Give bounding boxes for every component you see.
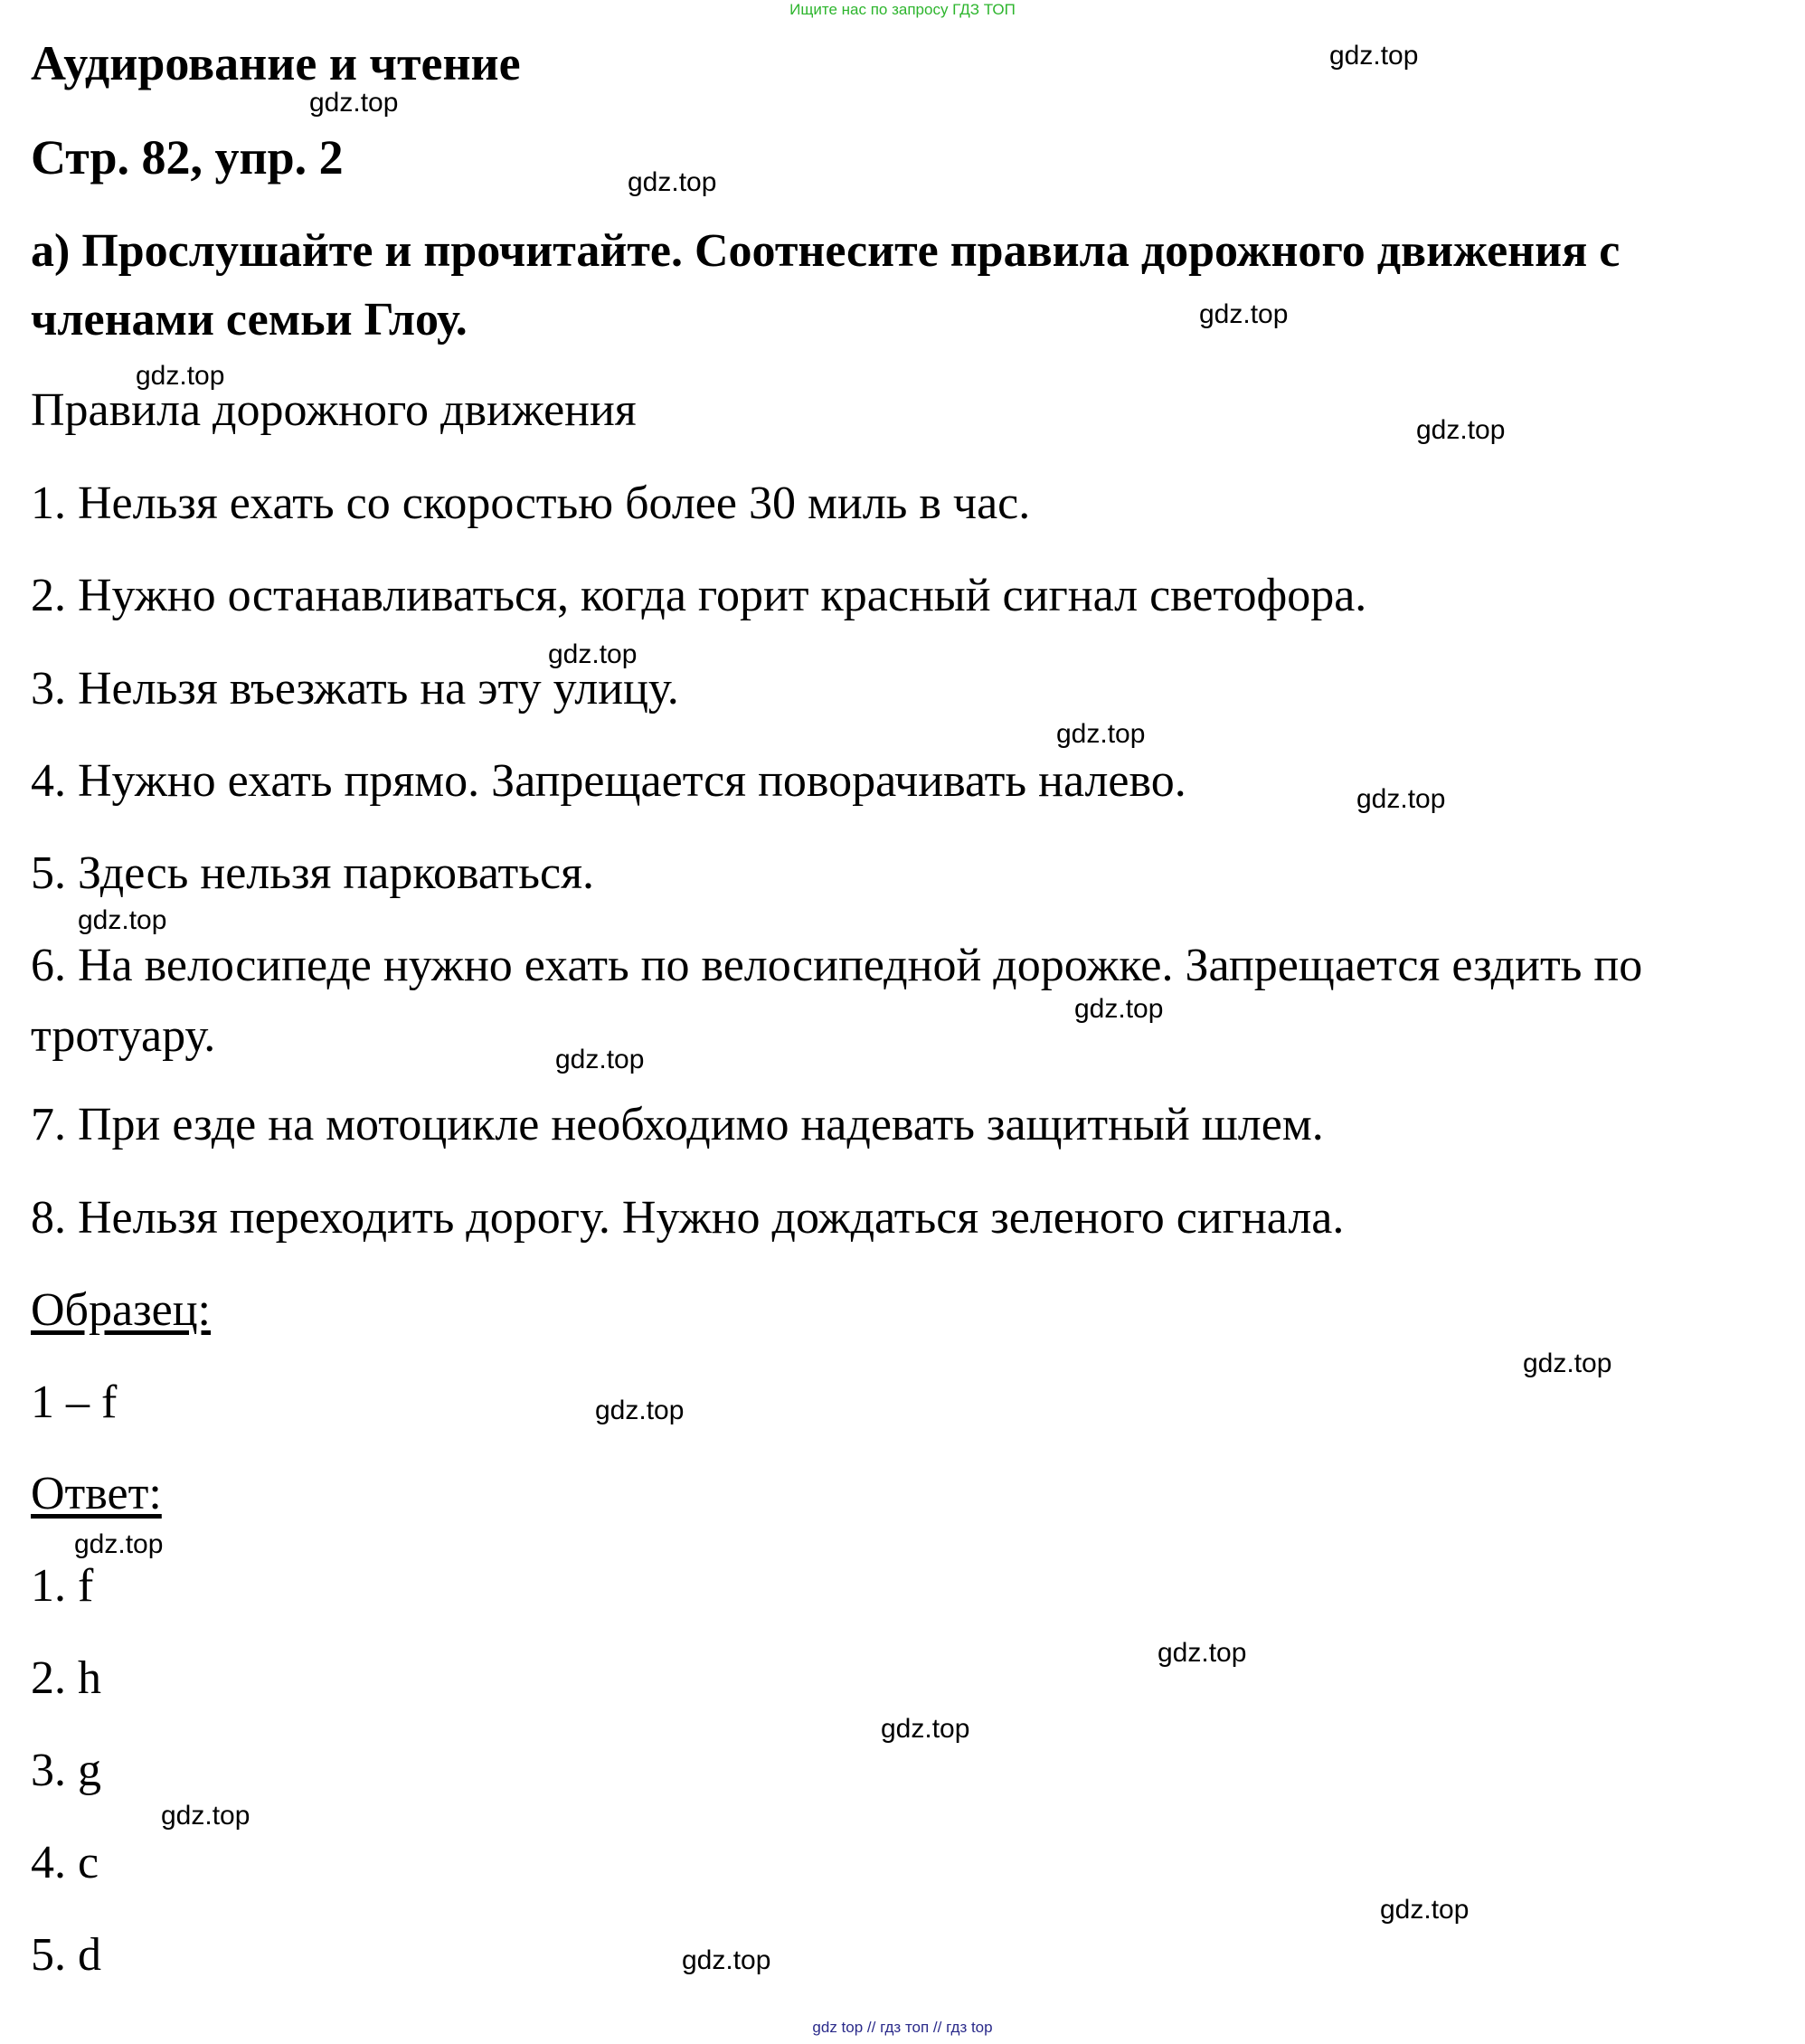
answer-item: 2. h bbox=[31, 1652, 101, 1704]
watermark: gdz.top bbox=[161, 1801, 250, 1831]
watermark: gdz.top bbox=[682, 1945, 771, 1975]
rule-item: 7. При езде на мотоцикле необходимо надевать защитный шлем. bbox=[31, 1099, 1324, 1150]
watermark: gdz.top bbox=[1523, 1348, 1612, 1378]
watermark: gdz.top bbox=[309, 88, 399, 118]
rule-item: 1. Нельзя ехать со скоростью более 30 миль в час. bbox=[31, 478, 1031, 529]
search-note: Ищите нас по запросу ГДЗ ТОП bbox=[789, 1, 1016, 18]
answer-item: 5. d bbox=[31, 1929, 101, 1981]
watermark: gdz.top bbox=[74, 1529, 164, 1559]
footer-watermark: gdz top // гдз топ // гдз top bbox=[812, 2019, 993, 2036]
watermark: gdz.top bbox=[595, 1396, 685, 1425]
answer-item: 1. f bbox=[31, 1560, 94, 1612]
watermark: gdz.top bbox=[1056, 719, 1146, 749]
rule-item: 4. Нужно ехать прямо. Запрещается поворачивать налево. bbox=[31, 755, 1186, 807]
section-title: Аудирование и чтение bbox=[31, 36, 521, 90]
rule-item: 3. Нельзя въезжать на эту улицу. bbox=[31, 663, 679, 714]
watermark: gdz.top bbox=[1356, 784, 1446, 814]
watermark: gdz.top bbox=[881, 1714, 970, 1744]
instruction: a) Прослушайте и прочитайте. Соотнесите правила дорожного движения с членами семьи Глоу. bbox=[31, 225, 1621, 345]
rule-item: 8. Нельзя переходить дорогу. Нужно дождаться зеленого сигнала. bbox=[31, 1192, 1345, 1244]
exercise-title: Стр. 82, упр. 2 bbox=[31, 130, 344, 185]
watermark: gdz.top bbox=[1329, 41, 1419, 71]
watermark: gdz.top bbox=[1416, 415, 1506, 445]
watermark: gdz.top bbox=[78, 905, 167, 935]
watermark: gdz.top bbox=[136, 361, 225, 391]
sample-label: Образец: bbox=[31, 1284, 211, 1336]
rule-item: 5. Здесь нельзя парковаться. bbox=[31, 847, 594, 899]
rule-item: 2. Нужно останавливаться, когда горит красный сигнал светофора. bbox=[31, 570, 1367, 621]
rule-item: 6. На велосипеде нужно ехать по велосипедной дорожке. Запрещается ездить по тротуару. bbox=[31, 940, 1643, 1062]
answer-label: Ответ: bbox=[31, 1468, 162, 1519]
watermark: gdz.top bbox=[548, 639, 638, 669]
watermark: gdz.top bbox=[1380, 1895, 1470, 1925]
watermark: gdz.top bbox=[1199, 299, 1289, 329]
watermark: gdz.top bbox=[555, 1045, 645, 1074]
answer-item: 3. g bbox=[31, 1745, 101, 1796]
watermark: gdz.top bbox=[1074, 994, 1164, 1024]
answer-item: 4. c bbox=[31, 1837, 99, 1888]
watermark: gdz.top bbox=[1158, 1638, 1247, 1668]
watermark: gdz.top bbox=[628, 167, 717, 197]
sample-value: 1 – f bbox=[31, 1377, 118, 1428]
rules-heading: Правила дорожного движения bbox=[31, 384, 637, 436]
